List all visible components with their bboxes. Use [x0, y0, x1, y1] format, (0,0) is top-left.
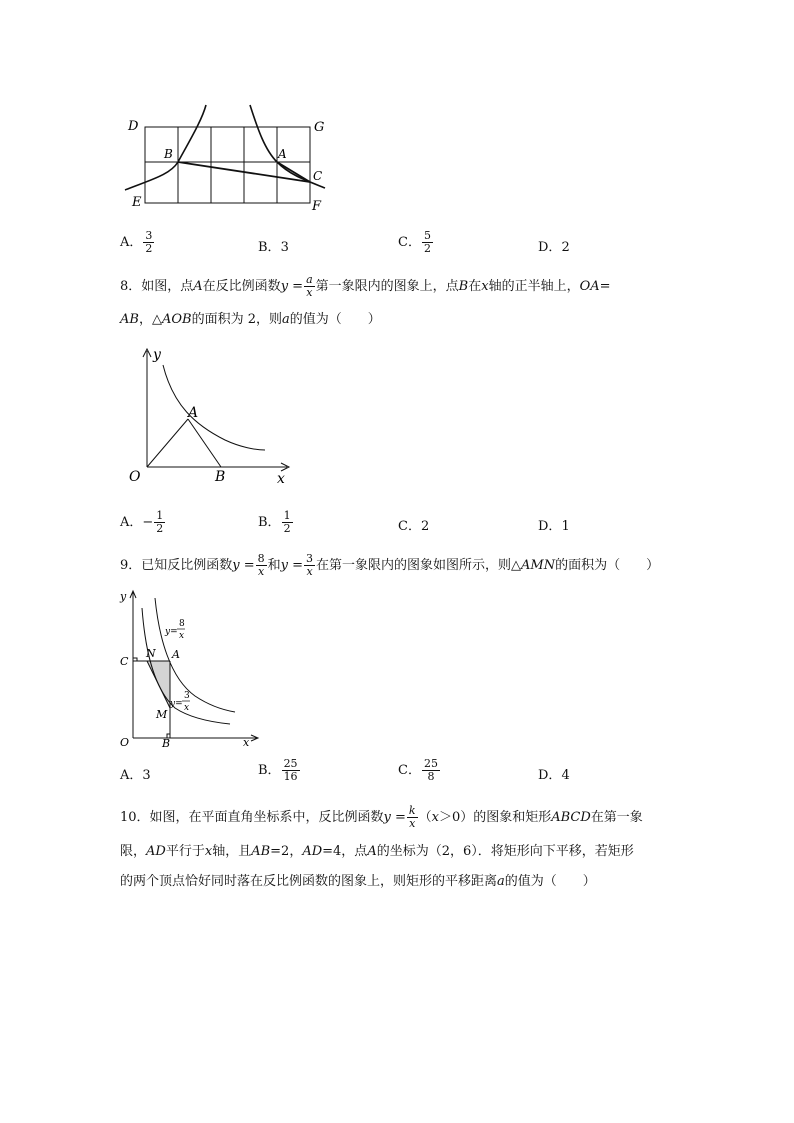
- q9-curve-label-2-num: 3: [184, 691, 190, 701]
- q9-label-C: C: [120, 655, 129, 668]
- q8-label-O: O: [129, 469, 141, 485]
- q8-option-a: A．− $\frac{1}{2}$: [120, 509, 164, 535]
- q8-label-A: A: [188, 405, 199, 421]
- q9-label-O: O: [120, 736, 130, 749]
- q7-label-A: A: [278, 147, 287, 161]
- q8-option-d: D．1: [538, 519, 570, 534]
- q9-stem: 9．已知反比例函数y = $\frac{8}{x}$ 和y = $\frac{3}{x}$ 在第一象限内的图象如图所示，则△AMN的面积为（ ）: [120, 552, 660, 578]
- q9-curve-label-1: y=: [165, 627, 178, 637]
- q9-option-c: C． $\frac{25}{8}$: [398, 757, 438, 783]
- q9-curve-label-2-den: x: [184, 703, 190, 713]
- q9-label-A: A: [172, 648, 180, 661]
- q7-label-G: G: [314, 120, 325, 135]
- q8-stem-line1: 8．如图，点A在反比例函数y = $\frac{a}{x}$ 第一象限内的图象上，点B在x轴的正半轴上，OA=: [120, 273, 611, 299]
- q10-stem-line1: 10．如图，在平面直角坐标系中，反比例函数y = $\frac{k}{x}$ （x＞0）的图象和矩形ABCD在第一象: [120, 804, 643, 830]
- q9-curve-label-1-den: x: [179, 631, 185, 641]
- q9-label-M: M: [156, 708, 168, 721]
- q9-label-y: y: [120, 590, 127, 603]
- q7-label-F: F: [312, 199, 322, 214]
- q8-figure: [125, 345, 295, 490]
- q7-label-D: D: [128, 119, 139, 134]
- q9-label-x: x: [243, 736, 250, 749]
- q8-stem-line2: AB，△AOB的面积为 2，则a的值为（ ）: [120, 312, 381, 327]
- q7-label-E: E: [132, 195, 142, 210]
- q7-option-d: D．2: [538, 240, 570, 255]
- q9-option-d: D．4: [538, 768, 570, 783]
- q7-figure: [120, 100, 340, 220]
- q8-option-c: C．2: [398, 519, 430, 534]
- q9-curve-label-2: y=: [170, 699, 183, 709]
- q7-option-a: A． $\frac{3}{2}$: [120, 229, 153, 255]
- q9-figure: [115, 588, 265, 750]
- q8-label-y: y: [153, 347, 161, 363]
- q9-label-B: B: [162, 737, 171, 750]
- q9-option-b: B． $\frac{25}{16}$: [258, 757, 298, 783]
- q10-stem-line2: 限，AD平行于x轴，且AB=2，AD=4，点A的坐标为（2，6）．将矩形向下平移，若矩形: [120, 844, 634, 859]
- q8-label-x: x: [277, 471, 285, 487]
- q7-label-C: C: [313, 169, 323, 183]
- q7-option-c: C． $\frac{5}{2}$: [398, 229, 431, 255]
- q8-label-B: B: [215, 469, 226, 485]
- q9-curve-label-1-num: 8: [179, 619, 185, 629]
- q9-label-N: N: [146, 647, 156, 660]
- q7-label-B: B: [164, 147, 173, 161]
- q9-option-a: A．3: [120, 768, 151, 783]
- q7-option-b: B．3: [258, 240, 289, 255]
- q10-stem-line3: 的两个顶点恰好同时落在反比例函数的图象上，则矩形的平移距离a的值为（ ）: [120, 874, 596, 889]
- q8-option-b: B． $\frac{1}{2}$: [258, 509, 291, 535]
